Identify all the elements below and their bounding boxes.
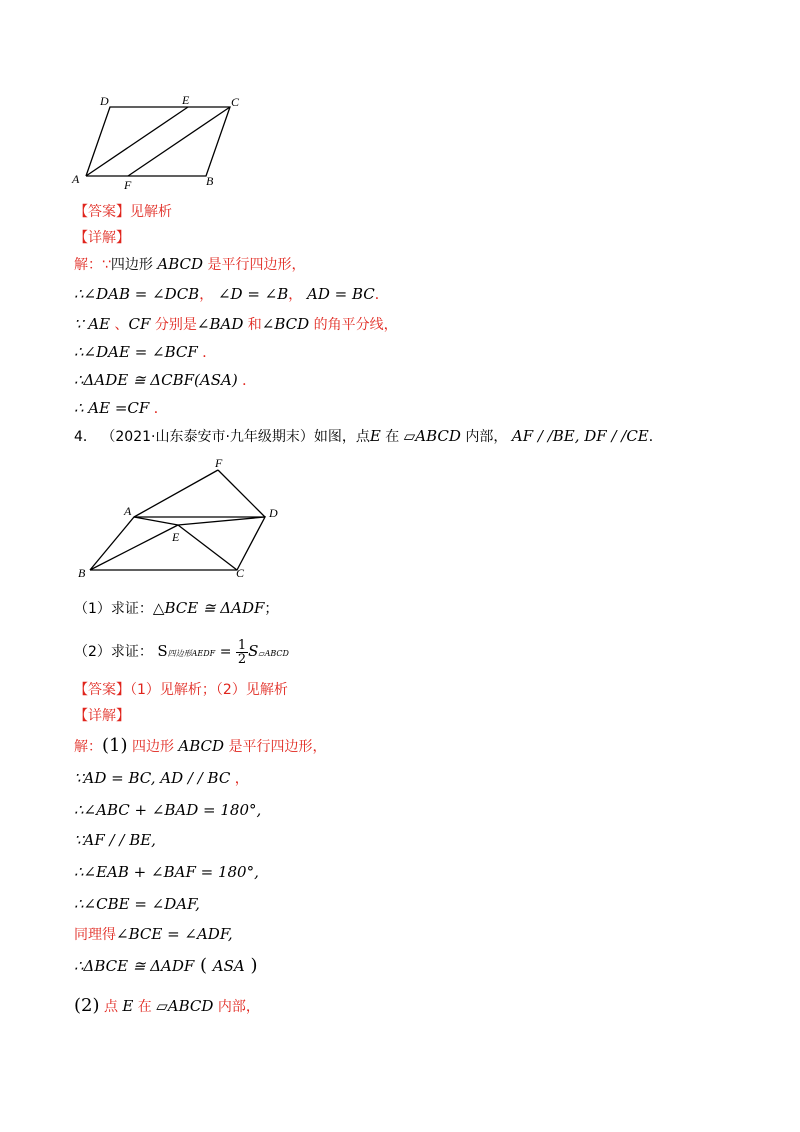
line-part: 解：	[74, 739, 102, 755]
line-part: ∠BAD	[196, 315, 244, 333]
line-part: 点	[99, 999, 123, 1015]
fig2-label-F: F	[215, 456, 223, 470]
q4-point-E: E	[369, 427, 381, 445]
line-part: 四边形	[127, 739, 179, 755]
solution-line-m9	[74, 996, 260, 1017]
line-part: ∴ AE =CF	[74, 399, 150, 417]
q4-answer-text: （1）见解析；（2）见解析	[130, 682, 288, 698]
line-part: 、	[110, 317, 129, 333]
line-part: 同理得	[74, 927, 116, 943]
line-part: ABCD	[178, 737, 225, 755]
line-part: 分别是	[150, 317, 197, 333]
line-part: ∵AF / / BE,	[74, 831, 156, 849]
q4-sub2	[74, 636, 289, 669]
line-part: CF	[128, 315, 151, 333]
solution-line-l6	[74, 398, 168, 419]
line-part: E	[122, 997, 134, 1015]
solution-line-m5	[74, 862, 259, 883]
solution-line-m8	[74, 956, 257, 977]
line-part: ．	[237, 373, 257, 389]
q4-detail	[74, 706, 130, 726]
line-part: 的角平分线，	[309, 317, 398, 333]
line-part: ，	[199, 287, 214, 303]
solution-line-m1	[74, 736, 327, 757]
solution-line-l3	[74, 314, 398, 335]
line-part: 和	[243, 317, 262, 333]
fig2-label-B: B	[78, 566, 86, 580]
q4-number: 4．	[74, 429, 97, 445]
fig2-label-C: C	[236, 566, 245, 580]
line-part: ．	[197, 345, 217, 361]
answer-tag: 【答案】	[74, 204, 130, 220]
line-part: ∴∠DAB = ∠DCB	[74, 285, 200, 303]
q4-answer-tag: 【答案】	[74, 682, 130, 698]
sub2-fraction	[236, 639, 248, 666]
line-part: ∴ΔBCE ≅ ΔADF	[74, 957, 195, 975]
detail-tag: 【详解】	[74, 230, 130, 246]
q4-detail-tag: 【详解】	[74, 708, 130, 724]
line-part: ∴∠DAE = ∠BCF	[74, 343, 198, 361]
solution-line-l5	[74, 370, 256, 391]
solution-line-l1	[74, 254, 305, 275]
line-part: 在	[133, 999, 157, 1015]
frac-den: 2	[237, 651, 247, 667]
sub2-S: S	[157, 642, 168, 660]
frac-num: 1	[237, 637, 247, 653]
line-part: ∴∠CBE = ∠DAF,	[74, 895, 200, 913]
figure-2-drawing	[74, 458, 294, 588]
sub2-subscript: 四边形AEDF	[167, 649, 216, 658]
solution-line-m6	[74, 894, 200, 915]
solution-line-l4	[74, 342, 216, 363]
line-part: ∵AD = BC, AD / / BC	[74, 769, 231, 787]
line-part: 内部，	[213, 999, 260, 1015]
line-part: ，	[230, 771, 249, 787]
fig1-label-A: A	[72, 172, 80, 186]
sub2-eq: =	[215, 644, 236, 660]
line-part: 四边形	[110, 257, 158, 273]
q4-statement	[74, 426, 663, 447]
line-part: 是平行四边形，	[203, 257, 306, 273]
q4-parallelogram: ▱ABCD	[403, 427, 461, 445]
q4-sub1	[74, 598, 278, 619]
q4-mid: 在	[380, 429, 404, 445]
line-part: AD = BC	[302, 285, 375, 303]
figure-2	[74, 458, 294, 588]
fig1-label-B: B	[206, 174, 214, 188]
line-part: ∴ΔADE ≅ ΔCBF(ASA)	[74, 371, 238, 389]
sub2-prefix: （2）求证：	[74, 644, 153, 660]
q4-end: ．	[648, 429, 663, 445]
fig2-label-A: A	[124, 504, 132, 518]
q4-source: （2021·山东泰安市·九年级期末）如图，点	[101, 429, 370, 445]
line-part: (1)	[102, 735, 128, 756]
line-part: 是平行四边形，	[224, 739, 327, 755]
line-part: ASA	[212, 957, 245, 975]
q4-condition: AF / /BE, DF / /CE	[511, 427, 649, 445]
fig2-label-D: D	[269, 506, 278, 520]
line-part: 解：∵	[74, 257, 111, 273]
q4-inner: 内部，	[460, 429, 508, 445]
q4-answer	[74, 680, 288, 700]
line-part: ▱ABCD	[156, 997, 214, 1015]
sub2-S2: S	[248, 642, 259, 660]
line-part: )	[244, 955, 258, 976]
fig2-label-E: E	[172, 530, 180, 544]
answer-text: 见解析	[130, 204, 172, 220]
fig1-label-D: D	[100, 94, 109, 108]
line-part: ABCD	[157, 255, 204, 273]
line-part: ∴∠EAB + ∠BAF = 180°,	[74, 863, 259, 881]
solution-line-m2	[74, 768, 249, 789]
line-part: ∠D = ∠B	[213, 285, 289, 303]
fig1-label-F: F	[124, 178, 132, 192]
line-part: ∠BCD	[261, 315, 310, 333]
line-part: ∠BCE = ∠ADF,	[116, 925, 233, 943]
line-part: (2)	[74, 995, 100, 1016]
solution-line-m3	[74, 800, 261, 821]
line-part: ．	[149, 401, 168, 417]
q3-detail-tag	[74, 228, 130, 248]
solution-line-l2	[74, 284, 389, 305]
sub1-end: ；	[264, 601, 279, 617]
line-part: (	[194, 955, 213, 976]
q3-answer	[74, 202, 172, 222]
line-part: ∴∠ABC + ∠BAD = 180°,	[74, 801, 262, 819]
solution-line-m4	[74, 830, 156, 851]
fig1-label-C: C	[231, 95, 240, 109]
sub2-subscript2: ▱ABCD	[258, 649, 289, 658]
sub1-prefix: （1）求证：	[74, 601, 153, 617]
figure-1-drawing	[70, 92, 250, 192]
fig1-label-E: E	[182, 93, 190, 107]
figure-1	[70, 92, 250, 192]
line-part: ．	[374, 287, 389, 303]
solution-line-m7	[74, 924, 233, 945]
line-part: ，	[288, 287, 303, 303]
line-part: ∵ AE	[74, 315, 111, 333]
sub1-math: △BCE ≅ ΔADF	[152, 599, 265, 617]
